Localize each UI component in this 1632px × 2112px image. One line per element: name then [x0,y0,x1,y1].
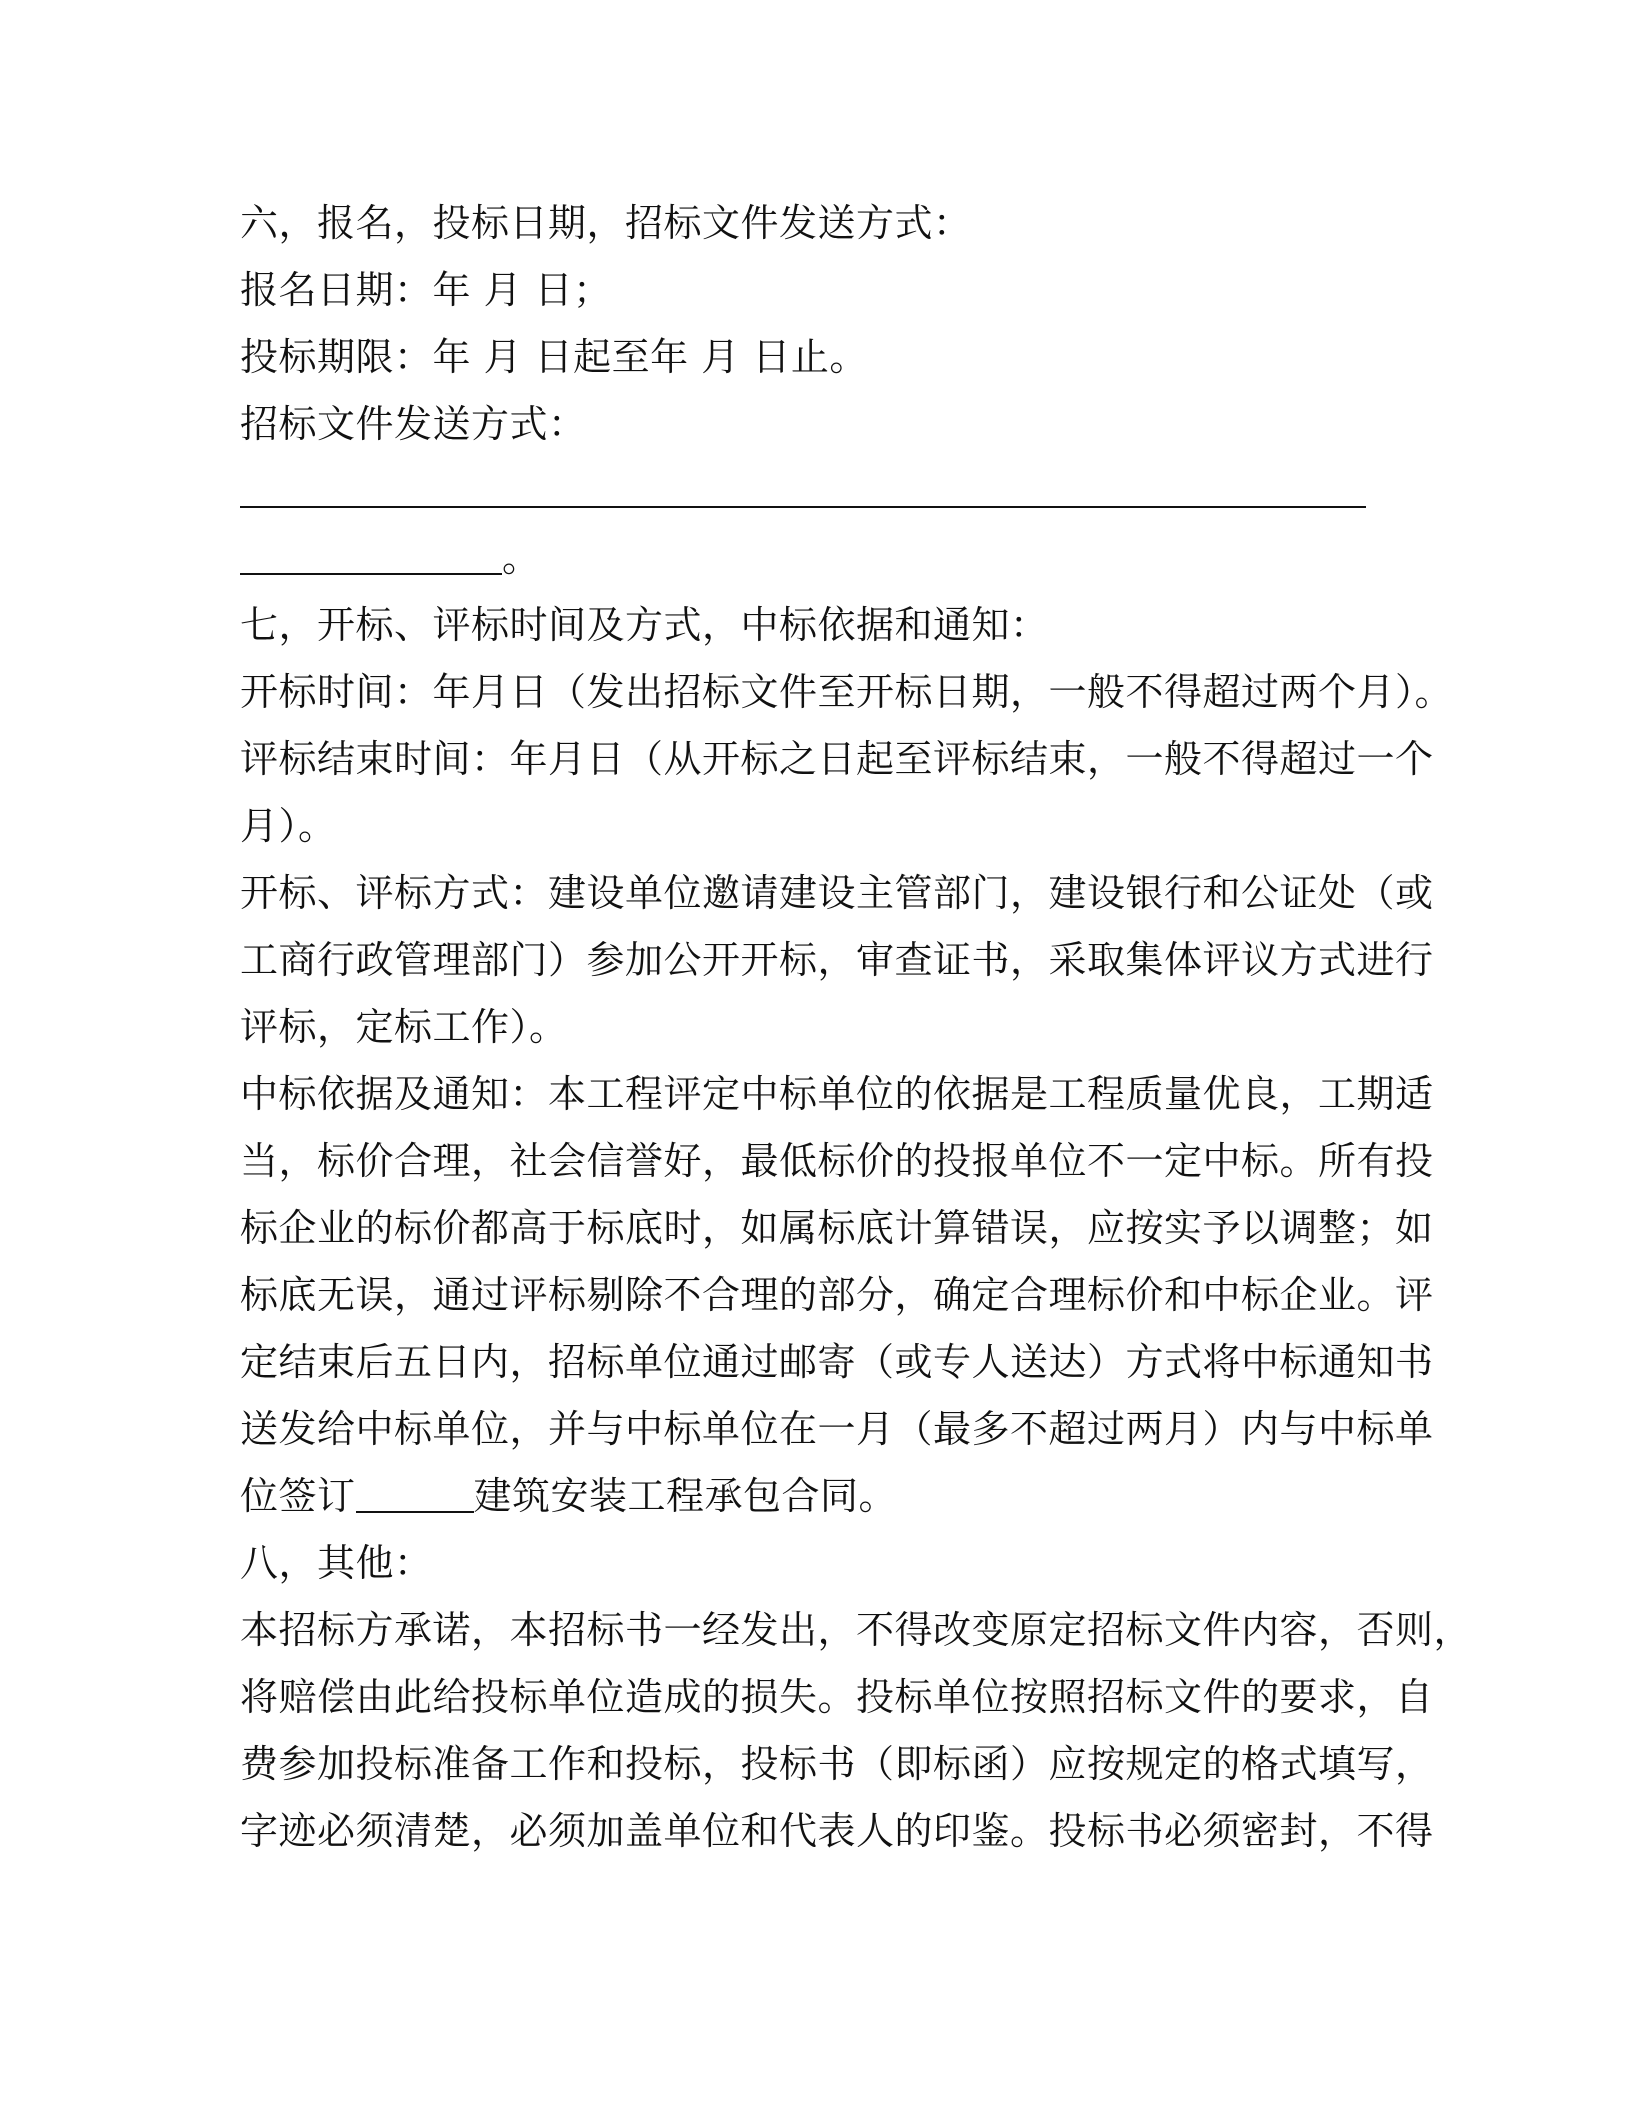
section-8-heading: 八，其他： [240,1541,433,1585]
send-method-blank-row [240,458,1390,525]
basis-line-1: 中标依据及通知：本工程评定中标单位的依据是工程质量优良，工期适 [240,1072,1434,1116]
section-7-heading: 七，开标、评标时间及方式，中标依据和通知： [240,603,1049,647]
section-8-line-4: 字迹必须清楚，必须加盖单位和代表人的印鉴。投标书必须密封，不得 [240,1809,1434,1853]
send-method-blank-row-2 [240,525,1390,592]
method-line-1: 开标、评标方式：建设单位邀请建设主管部门，建设银行和公证处（或 [240,871,1434,915]
document-body [240,190,1473,1865]
basis-line-5: 定结束后五日内，招标单位通过邮寄（或专人送达）方式将中标通知书 [240,1340,1434,1384]
registration-date: 报名日期：年 月 日； [240,268,612,312]
contract-name-blank [356,1463,474,1513]
evaluation-end-line-2: 月）。 [240,804,337,848]
basis-line-3: 标企业的标价都高于标底时，如属标底计算错误，应按实予以调整；如 [240,1206,1434,1250]
long-blank-line [240,506,1366,508]
send-method-label: 招标文件发送方式： [240,402,587,446]
basis-line-6: 送发给中标单位，并与中标单位在一月（最多不超过两月）内与中标单 [240,1407,1434,1451]
evaluation-end-line-1: 评标结束时间：年月日（从开标之日起至评标结束，一般不得超过一个 [240,737,1434,781]
method-line-2: 工商行政管理部门）参加公开开标，审查证书，采取集体评议方式进行 [240,938,1434,982]
section-8-line-3: 费参加投标准备工作和投标，投标书（即标函）应按规定的格式填写， [240,1742,1434,1786]
section-8-line-1: 本招标方承诺，本招标书一经发出，不得改变原定招标文件内容，否则， [240,1608,1473,1652]
basis-line-4: 标底无误，通过评标剔除不合理的部分，确定合理标价和中标企业。评 [240,1273,1434,1317]
basis-line-2: 当，标价合理，社会信誉好，最低标价的投报单位不一定中标。所有投 [240,1139,1434,1183]
opening-time: 开标时间：年月日（发出招标文件至开标日期，一般不得超过两个月）。 [240,670,1454,714]
basis-line-7-prefix: 位签订 [240,1474,356,1518]
period-mark: 。 [502,536,541,580]
bid-period: 投标期限：年 月 日起至年 月 日止。 [240,335,868,379]
section-6-heading: 六，报名，投标日期，招标文件发送方式： [240,201,972,245]
basis-line-7 [240,1463,1390,1530]
short-blank-line [240,525,502,575]
method-line-3: 评标，定标工作）。 [240,1005,568,1049]
basis-line-7-suffix: 建筑安装工程承包合同。 [473,1474,898,1518]
section-8-line-2: 将赔偿由此给投标单位造成的损失。投标单位按照招标文件的要求，自 [240,1675,1434,1719]
